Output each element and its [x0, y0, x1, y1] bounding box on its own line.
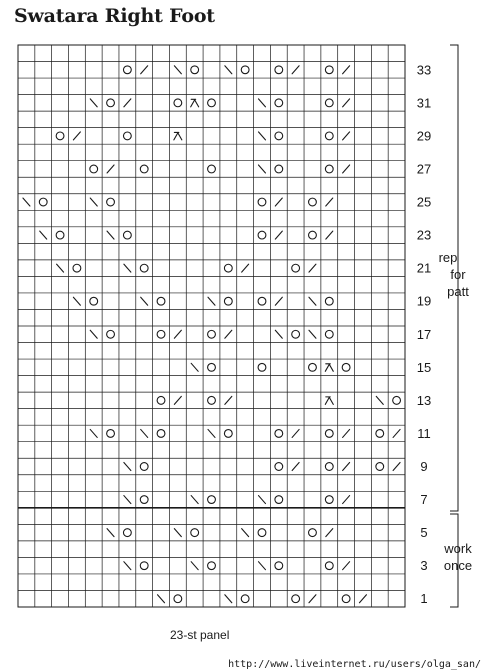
yarnover-symbol — [292, 264, 300, 272]
yarnover-symbol — [107, 330, 115, 338]
k2tog-symbol — [326, 529, 333, 537]
k2tog-symbol — [343, 165, 350, 173]
row-number: 9 — [420, 459, 428, 474]
k2tog-symbol — [107, 165, 114, 173]
yarnover-symbol — [241, 595, 249, 603]
stitch-symbols — [23, 66, 401, 603]
yarnover-symbol — [140, 562, 148, 570]
row-number: 21 — [416, 260, 432, 276]
yarnover-symbol — [208, 363, 216, 371]
yarnover-symbol — [208, 396, 216, 404]
ssk-symbol — [141, 429, 148, 437]
yarnover-symbol — [275, 165, 283, 173]
row-number: 33 — [416, 62, 432, 78]
yarnover-symbol — [157, 430, 165, 438]
yarnover-symbol — [258, 198, 266, 206]
yarnover-symbol — [325, 330, 333, 338]
yarnover-symbol — [208, 562, 216, 570]
ssk-symbol — [141, 297, 148, 305]
yarnover-symbol — [224, 297, 232, 305]
yarnover-symbol — [325, 66, 333, 74]
yarnover-symbol — [107, 430, 115, 438]
k2tog-symbol — [242, 264, 249, 272]
ssk-symbol — [208, 429, 215, 437]
yarnover-symbol — [208, 165, 216, 173]
row-number: 11 — [417, 425, 431, 441]
ssk-symbol — [225, 66, 232, 74]
ssk-symbol — [309, 297, 316, 305]
yarnover-symbol — [275, 66, 283, 74]
yarnover-symbol — [376, 430, 384, 438]
row-number: 7 — [420, 492, 428, 508]
watermark-url: http://www.liveinternet.ru/users/olga_san/ — [228, 659, 481, 670]
yarnover-symbol — [275, 562, 283, 570]
row-number-column — [417, 62, 431, 606]
once-label-line-1: work — [444, 541, 472, 556]
yarnover-symbol — [56, 231, 64, 239]
yarnover-symbol — [342, 363, 350, 371]
k2tog-symbol — [326, 231, 333, 239]
yarnover-symbol — [325, 496, 333, 504]
ssk-symbol — [40, 231, 47, 239]
yarnover-symbol — [123, 132, 131, 140]
yarnover-symbol — [157, 297, 165, 305]
repeat-label-line-3: patt — [447, 284, 469, 299]
yarnover-symbol — [208, 330, 216, 338]
yarnover-symbol — [157, 330, 165, 338]
yarnover-symbol — [325, 99, 333, 107]
ssk-symbol — [90, 330, 97, 338]
ssk-symbol — [73, 297, 80, 305]
ssk-symbol — [191, 363, 198, 371]
yarnover-symbol — [309, 231, 317, 239]
row-number: 1 — [420, 591, 428, 607]
row-number: 15 — [416, 359, 432, 375]
k2tog-symbol — [141, 66, 148, 74]
yarnover-symbol — [275, 463, 283, 471]
ssk-symbol — [124, 463, 131, 471]
repeat-label-line-1: rep — [438, 250, 458, 265]
ssk-symbol — [90, 99, 97, 107]
row-number: 31 — [416, 95, 432, 111]
yarnover-symbol — [224, 264, 232, 272]
yarnover-symbol — [140, 264, 148, 272]
yarnover-symbol — [275, 430, 283, 438]
yarnover-symbol — [342, 595, 350, 603]
yarnover-symbol — [275, 99, 283, 107]
yarnover-symbol — [292, 330, 300, 338]
chart-grid — [18, 45, 405, 607]
yarnover-symbol — [123, 529, 131, 537]
yarnover-symbol — [376, 463, 384, 471]
k2tog-symbol — [292, 66, 299, 74]
yarnover-symbol — [208, 496, 216, 504]
k2tog-symbol — [292, 463, 299, 471]
k2tog-symbol — [275, 297, 282, 305]
ssk-symbol — [191, 562, 198, 570]
row-number: 3 — [420, 558, 428, 574]
k2tog-symbol — [359, 595, 366, 603]
panel-width-label: 23-st panel — [170, 628, 230, 642]
yarnover-symbol — [123, 66, 131, 74]
ssk-symbol — [225, 595, 232, 603]
ssk-symbol — [258, 132, 265, 140]
ssk-symbol — [376, 396, 383, 404]
yarnover-symbol — [275, 496, 283, 504]
row-number: 27 — [416, 161, 432, 177]
once-bracket — [443, 514, 472, 607]
yarnover-symbol — [56, 132, 64, 140]
yarnover-symbol — [107, 99, 115, 107]
ssk-symbol — [124, 562, 131, 570]
row-number: 23 — [416, 227, 432, 243]
yarnover-symbol — [325, 463, 333, 471]
row-number: 13 — [416, 392, 432, 408]
yarnover-symbol — [191, 66, 199, 74]
sk2p-symbol — [191, 99, 199, 107]
yarnover-symbol — [258, 231, 266, 239]
row-number: 17 — [416, 326, 432, 342]
repeat-label-line-2: for — [450, 267, 466, 282]
k2tog-symbol — [174, 330, 181, 338]
k2tog-symbol — [225, 396, 232, 404]
yarnover-symbol — [90, 297, 98, 305]
k2tog-symbol — [393, 463, 400, 471]
ssk-symbol — [107, 529, 114, 537]
yarnover-symbol — [325, 562, 333, 570]
k2tog-symbol — [343, 562, 350, 570]
row-number: 5 — [420, 525, 428, 541]
sk2p-symbol — [174, 132, 182, 140]
k2tog-symbol — [343, 132, 350, 140]
yarnover-symbol — [123, 231, 131, 239]
k2tog-symbol — [343, 496, 350, 504]
k2tog-symbol — [343, 66, 350, 74]
yarnover-symbol — [258, 297, 266, 305]
ssk-symbol — [242, 529, 249, 537]
ssk-symbol — [174, 529, 181, 537]
yarnover-symbol — [258, 363, 266, 371]
yarnover-symbol — [241, 66, 249, 74]
k2tog-symbol — [124, 99, 131, 107]
k2tog-symbol — [343, 463, 350, 471]
yarnover-symbol — [174, 595, 182, 603]
ssk-symbol — [90, 198, 97, 206]
yarnover-symbol — [275, 132, 283, 140]
yarnover-symbol — [325, 132, 333, 140]
k2tog-symbol — [393, 429, 400, 437]
yarnover-symbol — [90, 165, 98, 173]
ssk-symbol — [124, 264, 131, 272]
repeat-bracket — [439, 45, 470, 511]
yarnover-symbol — [224, 430, 232, 438]
k2tog-symbol — [326, 198, 333, 206]
k2tog-symbol — [343, 99, 350, 107]
k2tog-symbol — [275, 231, 282, 239]
k2tog-symbol — [292, 429, 299, 437]
sk2p-symbol — [325, 364, 333, 372]
yarnover-symbol — [325, 430, 333, 438]
row-number: 25 — [416, 194, 432, 210]
ssk-symbol — [124, 496, 131, 504]
yarnover-symbol — [393, 396, 401, 404]
k2tog-symbol — [73, 132, 80, 140]
ssk-symbol — [258, 165, 265, 173]
yarnover-symbol — [157, 396, 165, 404]
k2tog-symbol — [174, 396, 181, 404]
k2tog-symbol — [275, 198, 282, 206]
yarnover-symbol — [325, 297, 333, 305]
ssk-symbol — [258, 496, 265, 504]
row-number: 19 — [416, 293, 432, 309]
ssk-symbol — [309, 330, 316, 338]
yarnover-symbol — [325, 165, 333, 173]
yarnover-symbol — [309, 198, 317, 206]
yarnover-symbol — [73, 264, 81, 272]
yarnover-symbol — [39, 198, 47, 206]
yarnover-symbol — [191, 529, 199, 537]
yarnover-symbol — [140, 463, 148, 471]
ssk-symbol — [258, 562, 265, 570]
k2tog-symbol — [309, 264, 316, 272]
ssk-symbol — [275, 330, 282, 338]
yarnover-symbol — [309, 529, 317, 537]
ssk-symbol — [208, 297, 215, 305]
ssk-symbol — [90, 429, 97, 437]
yarnover-symbol — [140, 165, 148, 173]
ssk-symbol — [23, 198, 30, 206]
ssk-symbol — [174, 66, 181, 74]
row-number: 29 — [416, 128, 432, 144]
ssk-symbol — [191, 496, 198, 504]
ssk-symbol — [258, 99, 265, 107]
yarnover-symbol — [258, 529, 266, 537]
chart-title: Swatara Right Foot — [14, 5, 215, 27]
k2tog-symbol — [225, 330, 232, 338]
k2tog-symbol — [343, 429, 350, 437]
yarnover-symbol — [174, 99, 182, 107]
yarnover-symbol — [309, 363, 317, 371]
k2tog-symbol — [309, 595, 316, 603]
once-label-line-2: once — [443, 558, 473, 573]
sk2p-symbol — [325, 397, 333, 405]
ssk-symbol — [57, 264, 64, 272]
yarnover-symbol — [208, 99, 216, 107]
ssk-symbol — [107, 231, 114, 239]
yarnover-symbol — [140, 496, 148, 504]
yarnover-symbol — [107, 198, 115, 206]
yarnover-symbol — [292, 595, 300, 603]
ssk-symbol — [158, 595, 165, 603]
